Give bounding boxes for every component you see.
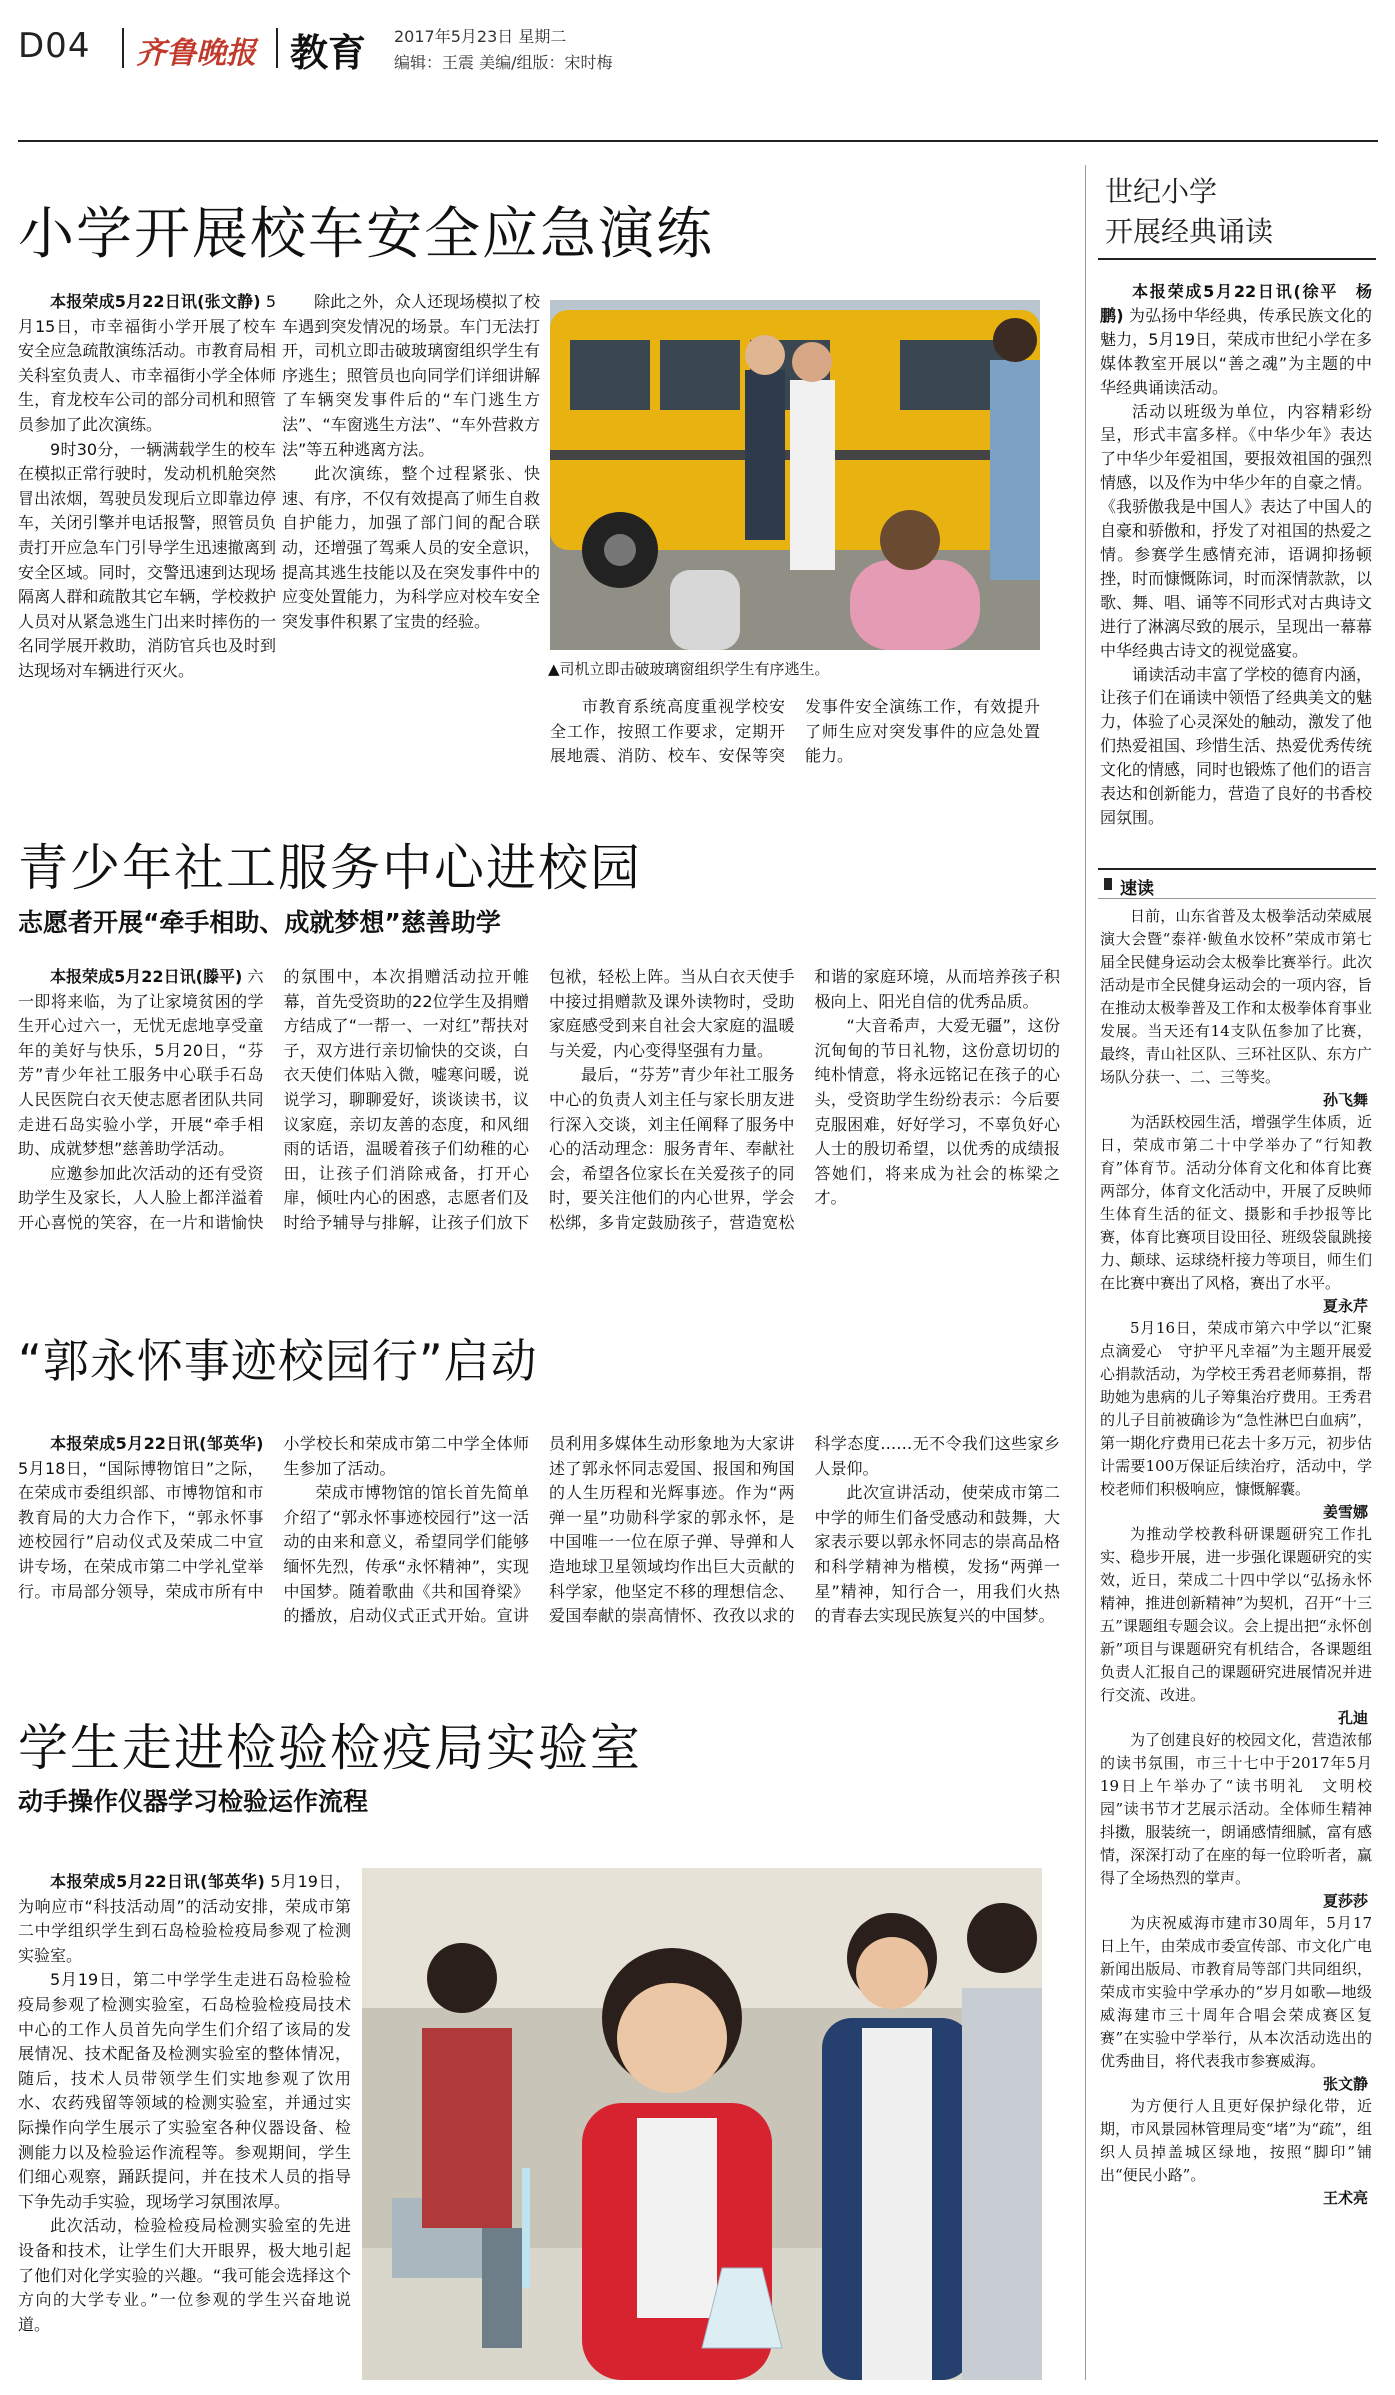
laboratory-students-photo — [362, 1868, 1042, 2380]
masthead — [18, 18, 1378, 78]
quick-news-author: 孙飞舞 — [1322, 1091, 1368, 1109]
paper-name-logo: 齐鲁晚报 — [136, 36, 256, 71]
article2-paragraph-3: 最后，“芬芳”青少年社工服务中心的负责人刘主任与家长朋友进行深入交谈，刘主任阐释了服务中心的活动理念：服务青年、奉献社会，希望各位家长在关爱孩子的同时，要关注他们的内心世界，学会松绑，多肯定鼓励孩子，营造宽松和谐的家庭环境，从而培养孩子积极向上、阳光自信的优秀品质。 — [549, 967, 1060, 1232]
sidebar-paragraph-3: 诵读活动丰富了学校的德育内涵，让孩子们在诵读中领悟了经典美文的魅力，体验了心灵深处的触动，激发了他们热爱祖国、珍惜生活、热爱优秀传统文化的情感，同时也锻炼了他们的语言表达和创新能力，营造了良好的书香校园氛围。 — [1100, 664, 1372, 827]
sidebar-rule — [1098, 258, 1376, 260]
masthead-rule — [18, 140, 1378, 142]
quick-news-text: 为活跃校园生活，增强学生体质，近日，荣成市第二十中学举办了“行知教育”体育节。活动分体育文化和体育比赛两部分，体育文化活动中，开展了反映师生体育生活的征文、摄影和手抄报等比赛，体育比赛项目设田径、班级袋鼠跳接力、颠球、运球绕杆接力等项目，师生们在比赛中赛出了风格，赛出了水平。 — [1100, 1113, 1372, 1292]
quick-news-item — [1100, 2095, 1372, 2209]
masthead-divider — [276, 28, 278, 68]
headline-school-bus-drill: 小学开展校车安全应急演练 — [18, 202, 714, 267]
article1-column-3 — [550, 695, 1040, 795]
article2-paragraph-1: 本报荣成5月22日讯(滕平) 六一即将来临，为了让家境贫困的学生开心过六一，无忧无虑地享受童年的美好与快乐，5月20日，“芬芳”青少年社工服务中心联手石岛人民医院白衣天使志愿者团队共同走进石岛实验小学，开展“牵手相助、成就梦想”慈善助学活动。 — [18, 967, 264, 1159]
quick-news-header — [1098, 868, 1376, 899]
article4-paragraph-3: 此次活动，检验检疫局检测实验室的先进设备和技术，让学生们大开眼界，极大地引起了他们对化学实验的兴趣。“我可能会选择这个方向的大学专业。”一位参观的学生兴奋地说道。 — [18, 2216, 351, 2334]
quick-news-item — [1100, 1523, 1372, 1729]
sidebar-divider — [1085, 165, 1086, 2380]
quick-news-text: 为方便行人且更好保护绿化带，近期，市风景园林管理局变“堵”为“疏”，组织人员掉盖城区绿地，按照“脚印”铺出“便民小路”。 — [1100, 2097, 1372, 2184]
dateline: 本报荣成5月22日讯(徐平 杨鹏) — [1100, 282, 1372, 325]
article2-paragraph-2: 应邀参加此次活动的还有受资助学生及家长，人人脸上都洋溢着开心喜悦的笑容，在一片和谐愉快的氛围中，本次捐赠活动拉开帷幕，首先受资助的22位学生及捐赠方结成了“一帮一、一对红”帮扶对子，双方进行亲切愉快的交谈，白衣天使们体贴入微，嘘寒问暖，说说学习，聊聊爱好，谈谈读书，议议家庭，亲切友善的态度，和风细雨的话语，温暖着孩子们幼稚的心田，让孩子们消除戒备，打开心扉，倾吐内心的困惑，志愿者们及时给予辅导与排解，让孩子们放下包袱，轻松上阵。当从白衣天使手中接过捐赠款及课外读物时，受助家庭感受到来自社会大家庭的温暖与关爱，内心变得坚强有力量。 — [18, 967, 795, 1232]
article1-paragraph-3: 除此之外，众人还现场模拟了校车遇到突发情况的场景。车门无法打开，司机立即击破玻璃窗组织学生有序逃生；照管员也向同学们详细讲解了车辆突发事件后的“车门逃生方法”、“车窗逃生方法”、“车外营救方法”等五种逃离方法。 — [282, 292, 540, 459]
article4-paragraph-1: 本报荣成5月22日讯(邹英华) 5月19日，为响应市“科技活动周”的活动安排，荣成市第二中学组织学生到石岛检验检疫局参观了检测实验室。 — [18, 1872, 351, 1965]
school-bus-evacuation-photo — [550, 300, 1040, 650]
quick-news-item — [1100, 905, 1372, 1111]
dateline: 本报荣成5月22日讯(邹英华) — [50, 1434, 264, 1453]
quick-news-author: 张文静 — [1322, 2075, 1368, 2093]
subheadline-charity: 志愿者开展“牵手相助、成就梦想”慈善助学 — [18, 908, 501, 937]
issue-date: 2017年5月23日 星期二 — [394, 27, 567, 46]
section-title: 教育 — [290, 31, 367, 75]
quick-news-text: 为了创建良好的校园文化，营造浓郁的读书氛围，市三十七中于2017年5月19日上午举办了“读书明礼 文明校园”读书节才艺展示活动。全体师生精神抖擞，服装统一，朗诵感情细腻，富有感情，深深打动了在座的每一位聆听者，赢得了全场热烈的掌声。 — [1100, 1731, 1372, 1887]
article2-body — [18, 965, 1060, 1315]
quick-news-item — [1100, 1317, 1372, 1523]
subheadline-lab-visit: 动手操作仪器学习检验运作流程 — [18, 1787, 369, 1816]
quick-news-item — [1100, 1111, 1372, 1317]
article1-paragraph-2: 9时30分，一辆满载学生的校车在模拟正常行驶时，发动机机舱突然冒出浓烟，驾驶员发现后立即靠边停车，关闭引擎并电话报警，照管员负责打开应急车门引导学生迅速撤离到安全区域。同时，交警迅速到达现场隔离人群和疏散其它车辆，学校救护人员对从紧急逃生门出来时摔伤的一名同学展开救助，消防官兵也及时到达现场对车辆进行灭火。 — [18, 439, 276, 680]
article1-paragraph-5: 市教育系统高度重视学校安全工作，按照工作要求，定期开展地震、消防、校车、安保等突发事件安全演练工作，有效提升了师生应对突发事件的应急处置能力。 — [550, 697, 1040, 766]
sidebar-article-body — [1100, 280, 1372, 845]
sidebar-paragraph-1: 本报荣成5月22日讯(徐平 杨鹏) 为弘扬中华经典，传承民族文化的魅力，5月19日，荣成市世纪小学在多媒体教室开展以“善之魂”为主题的中华经典诵读活动。 — [1100, 282, 1372, 397]
article1-paragraph-4: 此次演练，整个过程紧张、快速、有序，不仅有效提高了师生自救自护能力，加强了部门间的配合联动，还增强了驾乘人员的安全意识，提高其逃生技能以及在突发事件中的应变处置能力，为科学应对校车安全突发事件积累了宝贵的经验。 — [282, 464, 540, 631]
quick-news-author: 王术亮 — [1322, 2189, 1368, 2207]
sidebar-headline-line-1: 世纪小学 — [1105, 175, 1218, 208]
section-marker-icon — [1104, 878, 1112, 890]
headline-lab-visit: 学生走进检验检疫局实验室 — [18, 1719, 642, 1777]
page-number: D04 — [18, 26, 91, 66]
quick-news-item — [1100, 1729, 1372, 1912]
article4-paragraph-2: 5月19日，第二中学学生走进石岛检验检疫局参观了检测实验室，石岛检验检疫局技术中心的工作人员首先向学生们介绍了该局的发展情况、技术配备及检测实验室的整体情况，随后，技术人员带领学生们实地参观了饮用水、农药残留等领域的检测实验室，并通过实际操作向学生展示了实验室各种仪器设备、检测能力以及检验运作流程等。参观期间，学生们细心观察，踊跃提问，并在技术人员的指导下争先动手实验，现场学习氛围浓厚。 — [18, 1970, 351, 2211]
article3-paragraph-2: 荣成市博物馆的馆长首先简单介绍了“郭永怀事迹校园行”这一活动的由来和意义，希望同学们能够缅怀先烈，传承“永怀精神”，实现中国梦。随着歌曲《共和国脊梁》的播放，启动仪式正式开始。宣讲员利用多媒体生动形象地为大家讲述了郭永怀同志爱国、报国和殉国的人生历程和光辉事迹。作为“两弹一星”功勋科学家的郭永怀，是中国唯一一位在原子弹、导弹和人造地球卫星领域均作出巨大贡献的科学家，他坚定不移的理想信念、爱国奉献的崇高情怀、孜孜以求的科学态度……无不令我们这些家乡人景仰。 — [283, 1434, 1060, 1626]
quick-news-text: 日前，山东省普及太极拳活动荣威展演大会暨“泰祥·鲅鱼水饺杯”荣成市第七届全民健身运动会太极拳比赛举行。此次活动是市全民健身运动会的一项内容，旨在推动太极拳普及工作和太极拳体育事业发展。当天还有14支队伍参加了比赛，最终，青山社区队、三环社区队、东方广场队分获一、二、三等奖。 — [1100, 907, 1372, 1086]
quick-news-text: 为推动学校教科研课题研究工作扎实、稳步开展，进一步强化课题研究的实效，近日，荣成二十四中学以“弘扬永怀精神，推进创新精神”为契机，召开“十三五”课题组专题会议。会上提出把“永怀创新”项目与课题研究有机结合，各课题组负责人汇报自己的课题研究进展情况并进行交流、改进。 — [1100, 1525, 1372, 1704]
quick-news-list — [1100, 905, 1372, 2209]
article3-paragraph-1: 本报荣成5月22日讯(邹英华) 5月18日，“国际博物馆日”之际，在荣成市委组织部、市博物馆和市教育局的大力合作下，“郭永怀事迹校园行”启动仪式及荣成二中宣讲专场，在荣成市第二中学礼堂举行。市局部分领导，荣成市所有中小学校长和荣成市第二中学全体师生参加了活动。 — [18, 1434, 529, 1601]
quick-news-text: 5月16日，荣成市第六中学以“汇聚点滴爱心 守护平凡幸福”为主题开展爱心捐款活动，为学校王秀君老师募捐，帮助她为患病的儿子筹集治疗费用。王秀君的儿子目前被确诊为“急性淋巴白血病”，第一期化疗费用已花去十多万元，初步估计需要100万保证后续治疗，活动中，学校老师们积极响应，慷慨解囊。 — [1100, 1319, 1372, 1498]
dateline: 本报荣成5月22日讯(张文静) — [50, 292, 261, 311]
editor-credits: 编辑：王震 美编/组版：宋时梅 — [394, 53, 613, 72]
dateline: 本报荣成5月22日讯(邹英华) — [50, 1872, 265, 1891]
article1-column-1 — [18, 290, 276, 790]
sidebar-headline — [1105, 172, 1365, 252]
sidebar-paragraph-2: 活动以班级为单位，内容精彩纷呈，形式丰富多样。《中华少年》表达了中华少年爱祖国，要报效祖国的强烈情感，以及作为中华少年的自豪之情。《我骄傲我是中国人》表达了中国人的自豪和骄傲和，抒发了对祖国的热爱之情。参赛学生感情充沛，语调抑扬顿挫，时而慷慨陈词，时而深情款款，以歌、舞、唱、诵等不同形式对古典诗文进行了淋漓尽致的展示，呈现出一幕幕中华经典古诗文的视觉盛宴。 — [1100, 401, 1372, 660]
quick-news-author: 孔迪 — [1337, 1709, 1368, 1727]
article4-body — [18, 1870, 351, 2385]
quick-news-author: 夏永芹 — [1322, 1297, 1368, 1315]
article3-body — [18, 1432, 1060, 1682]
article3-paragraph-3: 此次宣讲活动，使荣成市第二中学的师生们备受感动和鼓舞，大家表示要以郭永怀同志的崇高品格和科学精神为楷模，发扬“两弹一星”精神，知行合一，用我们火热的青春去实现民族复兴的中国梦。 — [814, 1483, 1060, 1626]
masthead-divider — [122, 28, 124, 68]
headline-youth-social-work: 青少年社工服务中心进校园 — [18, 839, 642, 897]
article2-paragraph-4: “大音希声，大爱无疆”，这份沉甸甸的节日礼物，这份意切切的纯朴情意，将永远铭记在孩子的心头，受资助学生纷纷表示：今后要克服困难，好好学习，不辜负好心人士的殷切希望，以优秀的成绩报答她们，将来成为社会的栋梁之才。 — [814, 1016, 1060, 1208]
quick-news-author: 姜雪娜 — [1322, 1503, 1368, 1521]
dateline: 本报荣成5月22日讯(滕平) — [50, 967, 243, 986]
photo-caption: ▲司机立即击破玻璃窗组织学生有序逃生。 — [548, 660, 830, 678]
sidebar-headline-line-2: 开展经典诵读 — [1105, 215, 1274, 248]
quick-news-item — [1100, 1912, 1372, 2095]
article1-column-2 — [282, 290, 540, 790]
headline-guo-yonghuai: “郭永怀事迹校园行”启动 — [18, 1334, 538, 1388]
article1-paragraph-1: 本报荣成5月22日讯(张文静) 5月15日，市幸福街小学开展了校车安全应急疏散演练活动。市教育局相关科室负责人、市幸福街小学全体师生，育龙校车公司的部分司机和照管员参加了此次演练。 — [18, 292, 276, 434]
quick-news-label: 速读 — [1120, 879, 1154, 899]
quick-news-author: 夏莎莎 — [1322, 1892, 1368, 1910]
quick-news-text: 为庆祝威海市建市30周年，5月17日上午，由荣成市委宣传部、市文化广电新闻出版局、市教育局等部门共同组织，荣成市实验中学承办的“岁月如歌—地级威海建市三十周年合唱会荣成赛区复赛”在实验中学举行，从本次活动选出的优秀曲目，将代表我市参赛威海。 — [1100, 1914, 1372, 2070]
